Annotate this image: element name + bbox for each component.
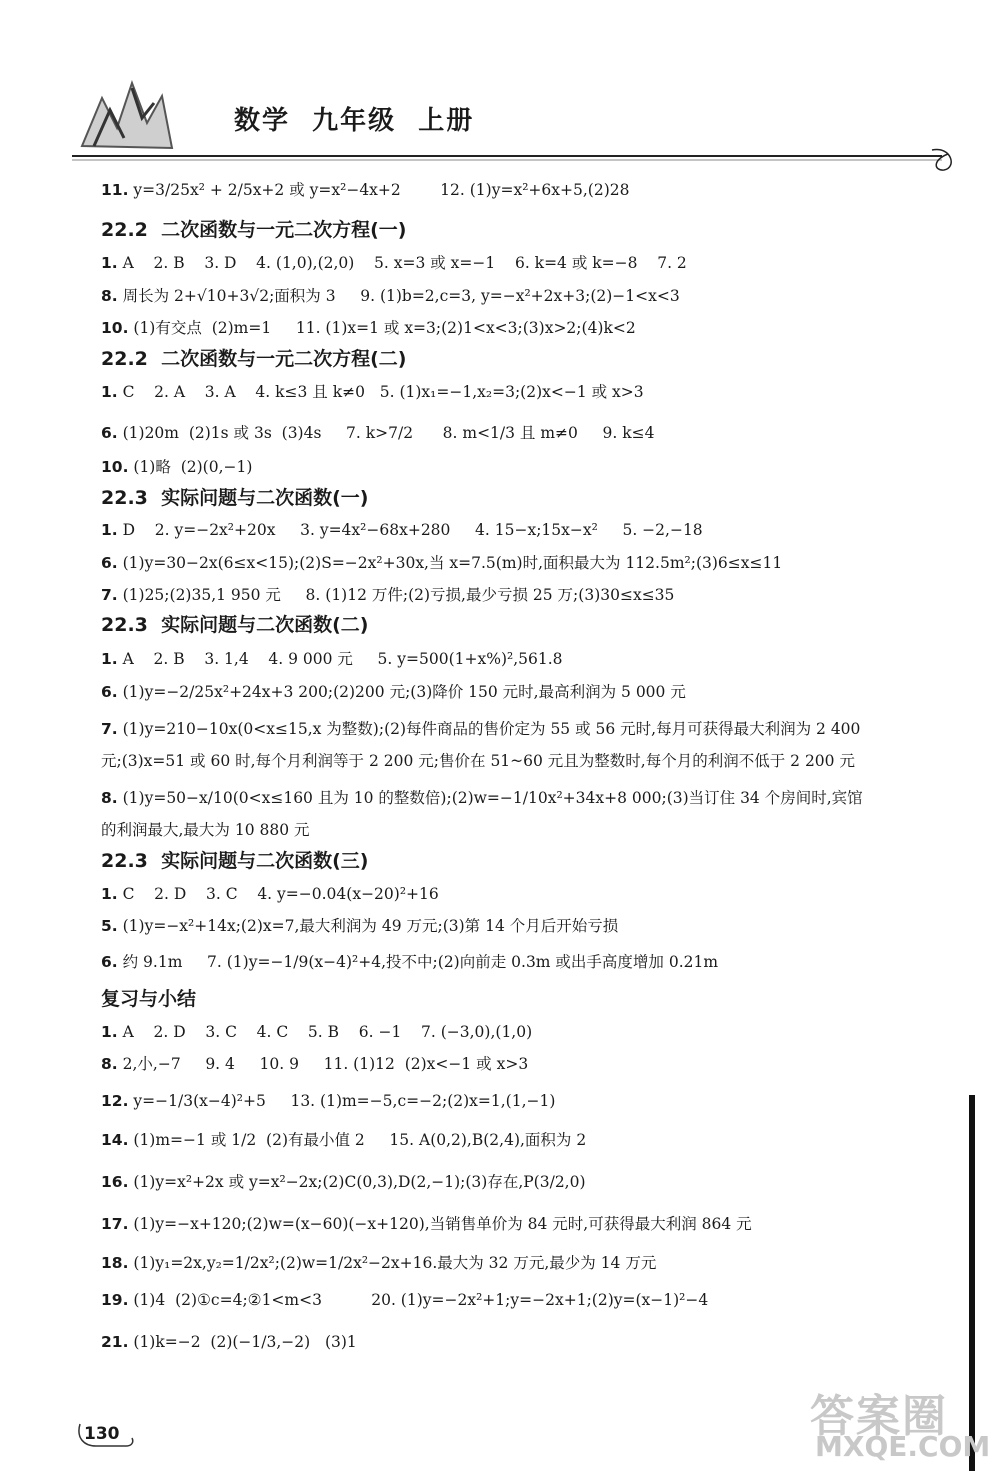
answer-text: y=3/25x² + 2/5x+2 或 y=x²−4x+2 12. (1)y=x²+6x+5,(2)28 [128, 181, 630, 199]
question-number: 1. [101, 521, 118, 539]
header-rule [72, 148, 962, 178]
answer-line [101, 382, 644, 402]
question-number: 18. [101, 1254, 129, 1272]
answer-text: (1)k=−2 (2)(−1/3,−2) (3)1 [128, 1333, 357, 1351]
answer-line [101, 1091, 555, 1111]
question-number: 1. [101, 885, 118, 903]
answer-line [101, 1022, 532, 1042]
section-heading: 22.2 二次函数与一元二次方程(一) [101, 219, 407, 241]
answer-line [101, 916, 618, 936]
answer-text: A 2. B 3. 1,4 4. 9 000 元 5. y=500(1+x%)²,561.8 [117, 650, 563, 668]
answer-text: 周长为 2+√10+3√2;面积为 3 9. (1)b=2,c=3, y=−x²+2x+3;(2)−1<x<3 [117, 287, 680, 305]
answer-text: (1)略 (2)(0,−1) [128, 458, 253, 476]
question-number: 10. [101, 319, 129, 337]
page-number: 130 [84, 1424, 120, 1444]
answer-line [101, 286, 680, 306]
question-number: 8. [101, 789, 118, 807]
question-number: 7. [101, 586, 118, 604]
answer-text: y=−1/3(x−4)²+5 13. (1)m=−5,c=−2;(2)x=1,(1,−1) [128, 1092, 556, 1110]
answer-line [101, 457, 252, 477]
answer-text: (1)y=30−2x(6≤x<15);(2)S=−2x²+30x,当 x=7.5(m)时,面积最大为 112.5m²;(3)6≤x≤11 [117, 554, 783, 572]
question-number: 8. [101, 287, 118, 305]
answer-text: (1)有交点 (2)m=1 11. (1)x=1 或 x=3;(2)1<x<3;(3)x>2;(4)k<2 [128, 319, 636, 337]
binding-edge-bar [969, 1095, 975, 1471]
question-number: 7. [101, 720, 118, 738]
question-number: 1. [101, 383, 118, 401]
section-heading: 复习与小结 [101, 988, 197, 1010]
answer-text: A 2. B 3. D 4. (1,0),(2,0) 5. x=3 或 x=−1 6. k=4 或 k=−8 7. 2 [117, 254, 687, 272]
answer-line [101, 423, 655, 443]
answer-line [101, 180, 629, 200]
answer-text: (1)y₁=2x,y₂=1/2x²;(2)w=1/2x²−2x+16.最大为 32 万元,最少为 14 万元 [128, 1254, 657, 1272]
answer-line [101, 788, 863, 808]
question-number: 6. [101, 554, 118, 572]
answer-text: C 2. A 3. A 4. k≤3 且 k≠0 5. (1)x₁=−1,x₂=3;(2)x<−1 或 x>3 [117, 383, 644, 401]
question-number: 11. [101, 181, 129, 199]
question-number: 8. [101, 1055, 118, 1073]
question-number: 6. [101, 953, 118, 971]
answer-line [101, 253, 687, 273]
question-number: 5. [101, 917, 118, 935]
answer-line [101, 751, 855, 771]
answer-line [101, 884, 439, 904]
question-number: 6. [101, 683, 118, 701]
page-header [60, 68, 960, 178]
answer-line [101, 952, 718, 972]
section-heading: 22.2 二次函数与一元二次方程(二) [101, 348, 407, 370]
answer-line [101, 1172, 586, 1192]
watermark-url: MXQE.COM [815, 1430, 991, 1463]
answer-line [101, 1253, 656, 1273]
question-number: 12. [101, 1092, 129, 1110]
answer-line [101, 585, 674, 605]
answer-text: (1)y=−2/25x²+24x+3 200;(2)200 元;(3)降价 150 元时,最高利润为 5 000 元 [117, 683, 686, 701]
answer-text: A 2. D 3. C 4. C 5. B 6. −1 7. (−3,0),(1,0) [117, 1023, 533, 1041]
question-number: 1. [101, 1023, 118, 1041]
question-number: 16. [101, 1173, 129, 1191]
answer-text: 约 9.1m 7. (1)y=−1/9(x−4)²+4,投不中;(2)向前走 0.3m 或出手高度增加 0.21m [117, 953, 719, 971]
answer-line [101, 553, 782, 573]
answer-text: (1)4 (2)①c=4;②1<m<3 20. (1)y=−2x²+1;y=−2x+1;(2)y=(x−1)²−4 [128, 1291, 709, 1309]
answer-text: (1)y=−x+120;(2)w=(x−60)(−x+120),当销售单价为 84 元时,可获得最大利润 864 元 [128, 1215, 752, 1233]
section-heading: 22.3 实际问题与二次函数(三) [101, 850, 369, 872]
page-title: 数学 九年级 上册 [234, 106, 475, 136]
answer-line [101, 1332, 357, 1352]
answer-line [101, 820, 310, 840]
section-heading: 22.3 实际问题与二次函数(二) [101, 614, 369, 636]
question-number: 10. [101, 458, 129, 476]
answer-text: (1)y=−x²+14x;(2)x=7,最大利润为 49 万元;(3)第 14 个月后开始亏损 [117, 917, 619, 935]
answer-line [101, 719, 860, 739]
header-logo-icon [72, 68, 192, 158]
question-number: 1. [101, 254, 118, 272]
answer-text: (1)m=−1 或 1/2 (2)有最小值 2 15. A(0,2),B(2,4),面积为 2 [128, 1131, 587, 1149]
answer-text: (1)20m (2)1s 或 3s (3)4s 7. k>7/2 8. m<1/3 且 m≠0 9. k≤4 [117, 424, 655, 442]
answer-line [101, 682, 686, 702]
answer-text: 的利润最大,最大为 10 880 元 [101, 821, 310, 839]
answer-text: 2,小,−7 9. 4 10. 9 11. (1)12 (2)x<−1 或 x>3 [117, 1055, 529, 1073]
answer-text: C 2. D 3. C 4. y=−0.04(x−20)²+16 [117, 885, 439, 903]
answer-line [101, 520, 703, 540]
answer-line [101, 649, 563, 669]
answer-text: (1)25;(2)35,1 950 元 8. (1)12 万件;(2)亏损,最少亏损 25 万;(3)30≤x≤35 [117, 586, 675, 604]
answer-text: (1)y=210−10x(0<x≤15,x 为整数);(2)每件商品的售价定为 55 或 56 元时,每月可获得最大利润为 2 400 [117, 720, 861, 738]
question-number: 17. [101, 1215, 129, 1233]
section-heading: 22.3 实际问题与二次函数(一) [101, 487, 369, 509]
watermark-logo: 答案圈 [810, 1391, 948, 1442]
answer-text: D 2. y=−2x²+20x 3. y=4x²−68x+280 4. 15−x;15x−x² 5. −2,−18 [117, 521, 703, 539]
question-number: 21. [101, 1333, 129, 1351]
answer-line [101, 1130, 586, 1150]
answer-text: (1)y=50−x/10(0<x≤160 且为 10 的整数倍);(2)w=−1/10x²+34x+8 000;(3)当订住 34 个房间时,宾馆 [117, 789, 863, 807]
answer-text: 元;(3)x=51 或 60 时,每个月利润等于 2 200 元;售价在 51~60 元且为整数时,每个月的利润不低于 2 200 元 [101, 752, 855, 770]
question-number: 6. [101, 424, 118, 442]
answer-line [101, 1214, 752, 1234]
answer-line [101, 1054, 528, 1074]
question-number: 14. [101, 1131, 129, 1149]
answer-line [101, 318, 636, 338]
question-number: 19. [101, 1291, 129, 1309]
question-number: 1. [101, 650, 118, 668]
answer-line [101, 1290, 708, 1310]
answer-text: (1)y=x²+2x 或 y=x²−2x;(2)C(0,3),D(2,−1);(3)存在,P(3/2,0) [128, 1173, 586, 1191]
